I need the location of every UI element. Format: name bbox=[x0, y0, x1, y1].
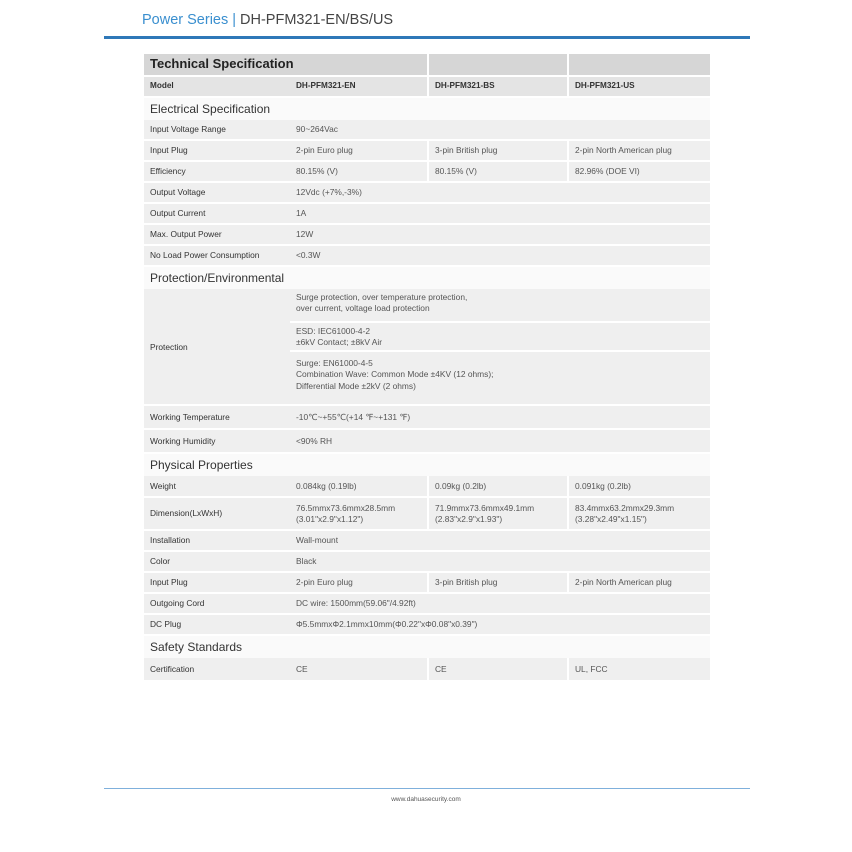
row-value: 3-pin British plug bbox=[429, 573, 567, 592]
title-filler bbox=[569, 54, 710, 75]
protection-line: ESD: IEC61000-4-2 ±6kV Contact; ±8kV Air bbox=[290, 323, 710, 350]
row-label: No Load Power Consumption bbox=[144, 246, 290, 265]
protection-line: Surge protection, over temperature protection, over current, voltage load protection bbox=[290, 289, 710, 321]
row-value: 12Vdc (+7%,-3%) bbox=[290, 183, 710, 202]
footer-divider bbox=[104, 788, 750, 789]
spec-title: Technical Specification bbox=[144, 54, 427, 75]
table-row bbox=[144, 615, 710, 636]
row-value: 71.9mmx73.6mmx49.1mm (2.83"x2.9"x1.93") bbox=[429, 498, 567, 529]
model-row bbox=[144, 77, 710, 98]
row-value: 12W bbox=[290, 225, 710, 244]
row-label: Weight bbox=[144, 476, 290, 496]
row-value: -10℃~+55℃(+14 ℉~+131 ℉) bbox=[290, 406, 710, 428]
row-label: Max. Output Power bbox=[144, 225, 290, 244]
row-value: 83.4mmx63.2mmx29.3mm (3.28"x2.49"x1.15") bbox=[569, 498, 710, 529]
row-label: DC Plug bbox=[144, 615, 290, 634]
row-value: Φ5.5mmxΦ2.1mmx10mm(Φ0.22"xΦ0.08"x0.39") bbox=[290, 615, 710, 634]
table-row bbox=[144, 225, 710, 246]
row-value: DC wire: 1500mm(59.06"/4.92ft) bbox=[290, 594, 710, 613]
series-title: Power Series bbox=[142, 12, 229, 28]
section-heading: Safety Standards bbox=[144, 636, 710, 658]
row-label: Installation bbox=[144, 531, 290, 550]
row-value: 0.084kg (0.19lb) bbox=[290, 476, 427, 496]
table-row bbox=[144, 498, 710, 531]
section-heading: Electrical Specification bbox=[144, 98, 710, 120]
row-label: Certification bbox=[144, 658, 290, 680]
row-label: Working Temperature bbox=[144, 406, 290, 428]
table-row bbox=[144, 476, 710, 498]
header-separator: | bbox=[232, 12, 237, 28]
section-heading: Physical Properties bbox=[144, 454, 710, 476]
row-value: <0.3W bbox=[290, 246, 710, 265]
row-label: Protection bbox=[144, 289, 290, 404]
row-value: 76.5mmx73.6mmx28.5mm (3.01"x2.9"x1.12") bbox=[290, 498, 427, 529]
row-value: Wall-mount bbox=[290, 531, 710, 550]
row-value: 0.091kg (0.2lb) bbox=[569, 476, 710, 496]
model-title: DH-PFM321-EN/BS/US bbox=[240, 12, 394, 28]
table-row bbox=[144, 162, 710, 183]
table-row bbox=[144, 141, 710, 162]
section-heading: Protection/Environmental bbox=[144, 267, 710, 289]
table-row bbox=[144, 658, 710, 682]
row-value: 2-pin Euro plug bbox=[290, 141, 427, 160]
protection-block bbox=[144, 289, 710, 406]
row-value: 2-pin Euro plug bbox=[290, 573, 427, 592]
row-label: Input Plug bbox=[144, 573, 290, 592]
protection-line: Surge: EN61000-4-5 Combination Wave: Common Mode ±4KV (12 ohms); Differential Mode ±2kV (2 ohms) bbox=[290, 352, 710, 404]
row-value: 3-pin British plug bbox=[429, 141, 567, 160]
header-divider bbox=[104, 36, 750, 39]
spec-table bbox=[144, 54, 710, 682]
model-en: DH-PFM321-EN bbox=[290, 77, 427, 96]
row-label: Efficiency bbox=[144, 162, 290, 181]
row-value: <90% RH bbox=[290, 430, 710, 452]
row-value: UL, FCC bbox=[569, 658, 710, 680]
row-label: Dimension(LxWxH) bbox=[144, 498, 290, 529]
row-value: 90~264Vac bbox=[290, 120, 710, 139]
spec-title-row bbox=[144, 54, 710, 77]
page-header bbox=[142, 12, 393, 28]
row-value: CE bbox=[290, 658, 427, 680]
table-row bbox=[144, 183, 710, 204]
table-row bbox=[144, 246, 710, 267]
row-label: Outgoing Cord bbox=[144, 594, 290, 613]
table-row bbox=[144, 594, 710, 615]
row-value: CE bbox=[429, 658, 567, 680]
table-row bbox=[144, 204, 710, 225]
row-value: 82.96% (DOE VI) bbox=[569, 162, 710, 181]
row-label: Working Humidity bbox=[144, 430, 290, 452]
row-value: 2-pin North American plug bbox=[569, 573, 710, 592]
row-label: Output Current bbox=[144, 204, 290, 223]
footer-url: www.dahuasecurity.com bbox=[391, 796, 461, 803]
row-value: 80.15% (V) bbox=[290, 162, 427, 181]
row-label: Input Voltage Range bbox=[144, 120, 290, 139]
row-value: 0.09kg (0.2lb) bbox=[429, 476, 567, 496]
row-label: Input Plug bbox=[144, 141, 290, 160]
row-value: 2-pin North American plug bbox=[569, 141, 710, 160]
table-row bbox=[144, 573, 710, 594]
model-label: Model bbox=[144, 77, 290, 96]
table-row bbox=[144, 552, 710, 573]
row-label: Color bbox=[144, 552, 290, 571]
model-bs: DH-PFM321-BS bbox=[429, 77, 567, 96]
row-label: Output Voltage bbox=[144, 183, 290, 202]
row-value: Black bbox=[290, 552, 710, 571]
model-us: DH-PFM321-US bbox=[569, 77, 710, 96]
row-value: 80.15% (V) bbox=[429, 162, 567, 181]
table-row bbox=[144, 120, 710, 141]
table-row bbox=[144, 430, 710, 454]
table-row bbox=[144, 406, 710, 430]
row-value: 1A bbox=[290, 204, 710, 223]
table-row bbox=[144, 531, 710, 552]
title-filler bbox=[429, 54, 567, 75]
